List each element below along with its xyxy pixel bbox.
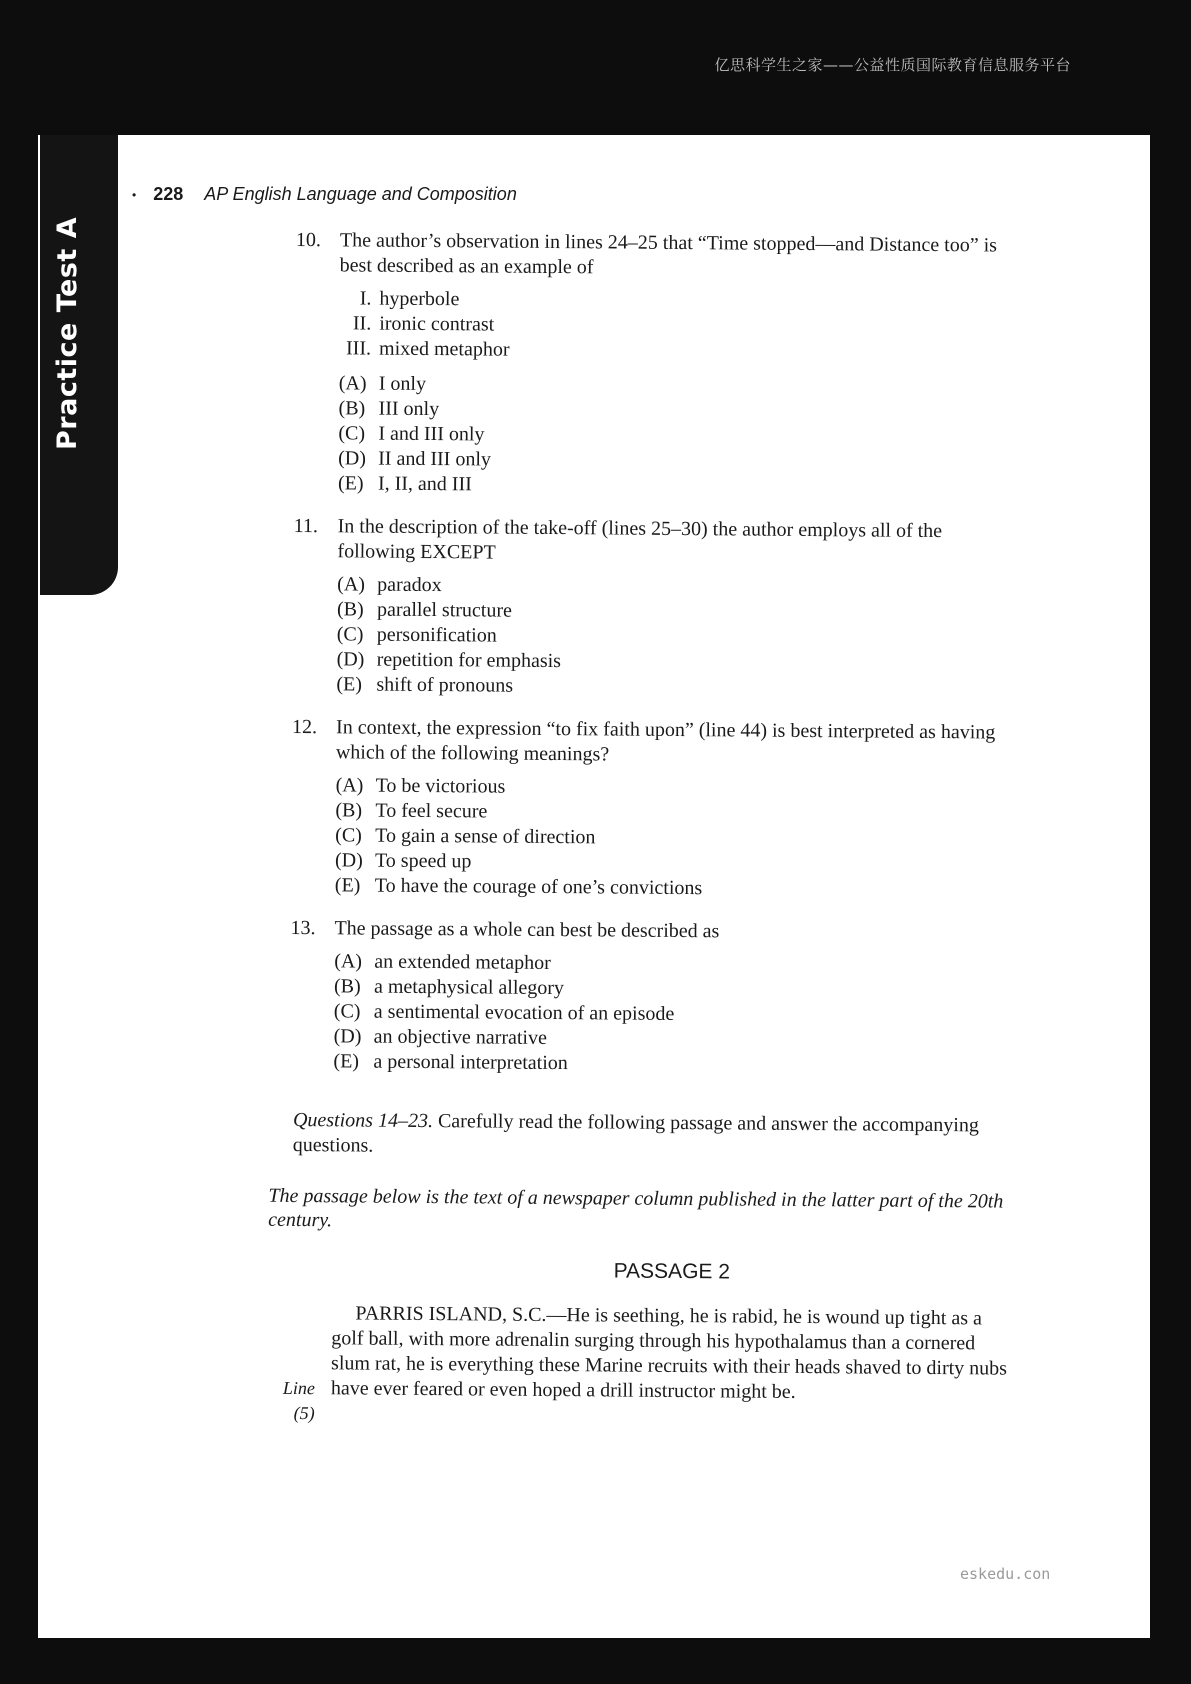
option-text: personification [376,623,497,647]
option-text: I, II, and III [377,472,472,496]
scan-border-bottom [0,1638,1191,1684]
option-letter: (C) [336,623,364,646]
passage-paragraph: PARRIS ISLAND, S.C.—He is seething, he is rabid, he is wound up tight as a golf ball, with more adrenalin surging through his hypothalamus than a cornered slum rat, he is everything these Marine recruits with their heads shaved to dirty nubs have ever feared or even hoped a drill instructor might be. [330,1302,1008,1403]
scan-border-right [1150,0,1191,1684]
roman-text: mixed metaphor [378,337,510,361]
option-text: III only [378,397,440,421]
option-letter: (A) [334,950,363,973]
option-letter: (B) [336,598,364,621]
option-text: paradox [377,573,442,597]
bullet-dot-icon: • [132,188,137,203]
option-text: an extended metaphor [374,950,551,974]
roman-item [339,336,1019,366]
option-letter: (E) [334,874,361,897]
question-number: 10. [295,228,321,252]
passage-title: PASSAGE 2 [613,1259,731,1284]
question-stem: The passage as a whole can best be described as [334,917,720,943]
page-header [132,184,517,205]
option-letter: (D) [333,1025,362,1048]
option-text: To feel secure [375,799,488,823]
option-letter: (D) [336,648,365,671]
option-text: I and III only [378,422,485,446]
question-block [290,916,1014,1080]
page-content [268,228,1020,1424]
option-text: To have the courage of one’s convictions [374,874,703,900]
roman-numeral: II. [352,312,372,335]
roman-text: ironic contrast [379,312,495,336]
option-letter: (D) [338,447,367,470]
question-stem: In the description of the take-off (lines 25–30) the author employs all of the following EXCEPT [337,515,943,564]
answer-options [333,949,1014,1079]
roman-list [339,286,1020,366]
answer-option [335,873,1015,903]
option-letter: (A) [337,573,366,596]
option-text: II and III only [378,447,492,471]
option-letter: (A) [338,372,367,395]
option-text: repetition for emphasis [376,648,562,673]
answer-option [336,672,1016,702]
option-letter: (A) [335,774,364,797]
roman-numeral: III. [345,337,372,360]
watermark-bottom: eskedu.con [960,1565,1051,1583]
option-text: shift of pronouns [376,673,514,697]
option-letter: (C) [335,824,362,847]
line-number: (5) [293,1402,315,1424]
option-letter: (C) [333,1000,361,1023]
option-letter: (E) [333,1050,360,1073]
option-text: To gain a sense of direction [375,824,596,849]
question-block [293,514,1017,703]
roman-text: hyperbole [379,287,460,311]
option-letter: (E) [336,673,363,696]
option-letter: (C) [338,422,366,445]
option-text: a personal interpretation [373,1050,568,1075]
instructions [293,1108,1013,1164]
option-text: To speed up [374,849,472,873]
question-number: 13. [290,916,316,940]
roman-numeral: I. [359,287,372,310]
option-text: a sentimental evocation of an episode [373,1000,675,1025]
answer-options [335,773,1016,903]
instructions-text: Carefully read the following passage and answer the accompanying questions. [292,1110,979,1157]
option-text: parallel structure [376,598,513,622]
option-letter: (B) [335,799,363,822]
question-block [295,228,1020,502]
book-title: AP English Language and Composition [204,184,517,204]
passage [282,1301,1012,1424]
option-letter: (E) [337,472,364,495]
question-block [291,715,1016,904]
answer-options [338,371,1019,501]
option-text: a metaphysical allegory [373,975,565,1000]
instructions-range: Questions 14–23. [292,1108,434,1133]
option-text: To be victorious [375,774,506,798]
option-letter: (D) [334,849,363,872]
question-number: 11. [293,514,319,538]
question-stem: In context, the expression “to fix faith upon” (line 44) is best interpreted as having which of the following meanings? [335,716,996,766]
passage-intro: The passage below is the text of a newspaper column published in the latter part of the 20th century. [268,1184,1004,1232]
answer-option [333,1049,1013,1079]
question-list [290,228,1020,1080]
page-number: 228 [153,184,184,204]
scan-border-left [0,0,38,1684]
answer-option [338,471,1018,501]
question-number: 12. [291,715,318,739]
option-letter: (B) [333,975,361,998]
side-tab-label: Practice Test A [52,216,83,450]
question-stem: The author’s observation in lines 24–25 that “Time stopped—and Distance too” is best described as an example of [339,229,998,279]
line-label: Line [282,1377,315,1399]
watermark-top: 亿思科学生之家——公益性质国际教育信息服务平台 [714,56,1071,74]
answer-options [336,572,1017,702]
option-letter: (B) [338,397,366,420]
option-text: I only [378,372,427,395]
option-text: an objective narrative [373,1025,547,1049]
